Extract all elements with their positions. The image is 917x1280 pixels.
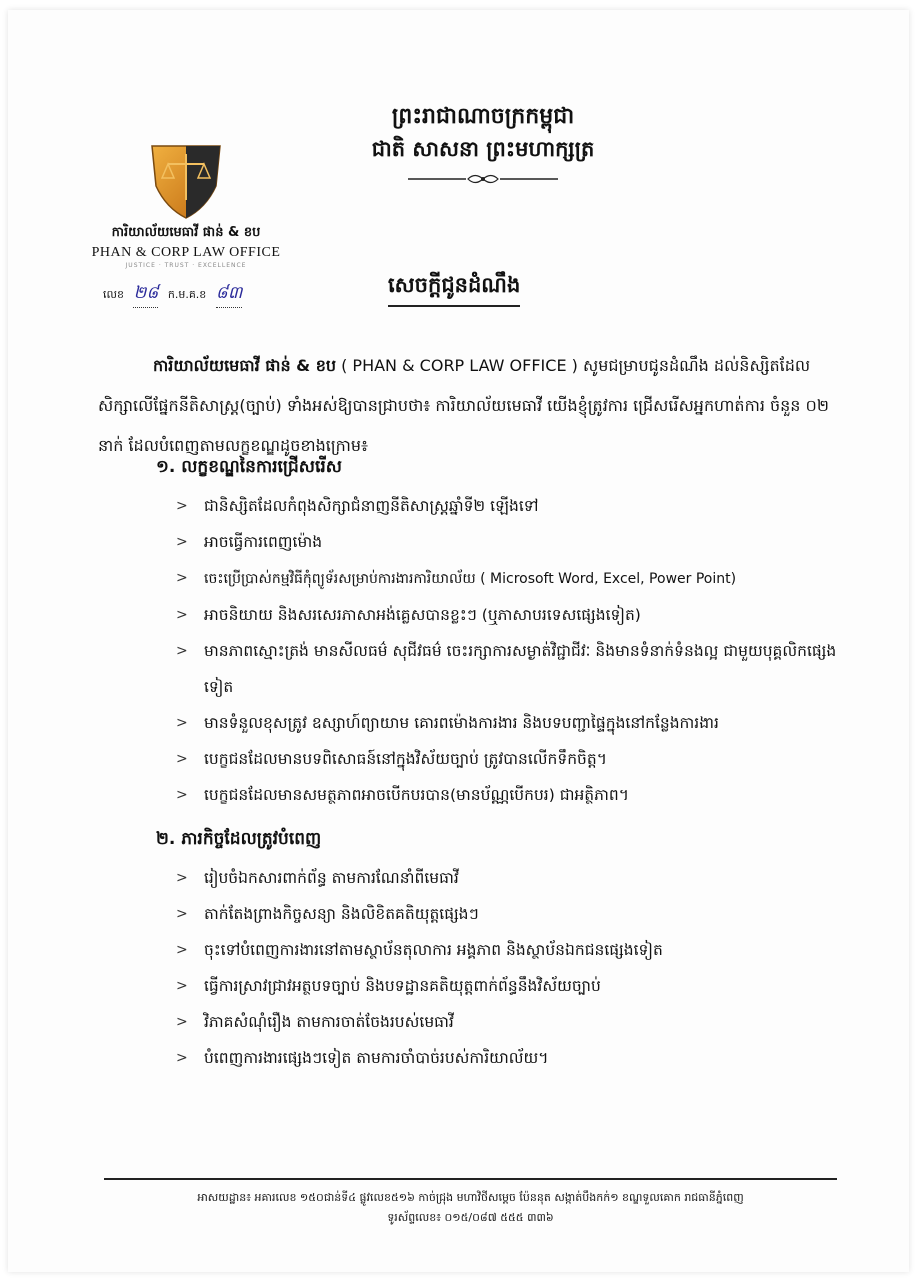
section-1-heading: ១. លក្ខខណ្ឌនៃការជ្រើសរើស — [156, 457, 342, 477]
list-item: > អាចធ្វើការពេញម៉ោង — [176, 524, 856, 560]
footer — [104, 1188, 837, 1228]
chevron-right-icon: > — [176, 534, 188, 550]
list-item: > បេក្ខជនដែលមានសមត្ថភាពអាចបើកបរបាន(មានប័ណ្ណបើកបរ) ជាអត្ថិភាព។ — [176, 777, 856, 813]
chevron-right-icon: > — [176, 643, 188, 659]
section-1-list — [176, 488, 856, 813]
document-page — [8, 10, 909, 1272]
chevron-right-icon: > — [176, 570, 188, 586]
chevron-right-icon: > — [176, 978, 188, 994]
chevron-right-icon: > — [176, 870, 188, 886]
kingdom-line-2: ជាតិ សាសនា ព្រះមហាក្សត្រ — [371, 137, 595, 161]
footer-phone: ទូរស័ព្ទលេខ៖ ០១៥/០៨៧ ៥៥៥ ៣៣៦ — [387, 1211, 554, 1224]
shield-logo-icon — [146, 140, 226, 220]
office-name-khmer: ការិយាល័យមេធាវី ផាន់ & ខប — [111, 225, 261, 240]
chevron-right-icon: > — [176, 607, 188, 623]
list-item: > អាចនិយាយ និងសរសេរភាសាអង់គ្លេសបានខ្លះៗ (ឬភាសាបរទេសផ្សេងទៀត) — [176, 597, 856, 633]
reference-code-value: ៨៣ — [216, 282, 243, 308]
chevron-right-icon: > — [176, 942, 188, 958]
chevron-right-icon: > — [176, 1050, 188, 1066]
list-item: > វិភាគសំណុំរឿង តាមការចាត់ចែងរបស់មេធាវី — [176, 1004, 856, 1040]
footer-address: អាសយដ្ឋាន៖ អគារលេខ ១៥០ជាន់ទី៤ ផ្លូវលេខ៥១៦ កាច់ជ្រុង មហាវិថីសម្តេច ប៉ែននុត សង្កាត់បឹងកក់១ ខណ្ឌទួលគោក រាជធានីភ្នំពេញ — [197, 1191, 744, 1204]
list-item: > រៀបចំឯកសារពាក់ព័ន្ធ តាមការណែនាំពីមេធាវី — [176, 860, 856, 896]
section-2-list — [176, 860, 856, 1076]
list-item: > មានទំនួលខុសត្រូវ ឧស្សាហ៍ព្យាយាម គោរពម៉ោងការងារ និងបទបញ្ជាផ្ទៃក្នុងនៅកន្លែងការងារ — [176, 705, 856, 741]
office-name-english: PHAN & CORP LAW OFFICE — [91, 245, 281, 260]
chevron-right-icon: > — [176, 1014, 188, 1030]
list-item: > តាក់តែងព្រាងកិច្ចសន្យា និងលិខិតគតិយុត្តផ្សេងៗ — [176, 896, 856, 932]
kingdom-header — [308, 102, 658, 190]
list-item: > ធ្វើការស្រាវជ្រាវអត្ថបទច្បាប់ និងបទដ្ឋានគតិយុត្តពាក់ព័ន្ធនឹងវិស័យច្បាប់ — [176, 968, 856, 1004]
reference-label: លេខ — [103, 288, 124, 301]
chevron-right-icon: > — [176, 715, 188, 731]
intro-paragraph — [98, 346, 848, 466]
chevron-right-icon: > — [176, 787, 188, 803]
reference-value: ២៨ — [133, 282, 158, 308]
office-tagline: JUSTICE · TRUST · EXCELLENCE — [125, 262, 247, 269]
ornament-divider-icon — [408, 172, 558, 186]
chevron-right-icon: > — [176, 906, 188, 922]
list-item: > បេក្ខជនដែលមានបទពិសោធន៍នៅក្នុងវិស័យច្បាប់ ត្រូវបានលើកទឹកចិត្ត។ — [176, 741, 856, 777]
chevron-right-icon: > — [176, 498, 188, 514]
kingdom-line-1: ព្រះរាជាណាចក្រកម្ពុជា — [391, 104, 575, 129]
list-item: > ចេះប្រើប្រាស់កម្មវិធីកុំព្យូទ័រសម្រាប់ការងារការិយាល័យ ( Microsoft Word, Excel, Power Point) — [176, 560, 856, 597]
list-item: > ចុះទៅបំពេញការងារនៅតាមស្ថាប័នតុលាការ អង្គភាព និងស្ថាប័នឯកជនផ្សេងទៀត — [176, 932, 856, 968]
footer-divider — [104, 1178, 837, 1180]
office-logo-block — [86, 140, 286, 269]
intro-lead: ការិយាល័យមេធាវី ផាន់ & ខប — [153, 356, 337, 375]
intro-text: ( PHAN & CORP LAW OFFICE ) សូមជម្រាបជូនដំណឹង ដល់និស្សិតដែលសិក្សាលើផ្នែកនីតិសាស្ត្រ(ច្បាប់) ទាំងអស់ឱ្យបានជ្រាបថា៖ ការិយាល័យមេធាវី យើងខ្ញុំត្រូវការ ជ្រើសរើសអ្នកហាត់ការ ចំនួន ០២ នាក់ ដែលបំពេញតាមលក្ខខណ្ឌដូចខាងក្រោម៖ — [98, 356, 829, 455]
section-2-heading: ២. ភារកិច្ចដែលត្រូវបំពេញ — [156, 829, 322, 849]
reference-number — [103, 282, 248, 308]
list-item: > មានភាពស្មោះត្រង់ មានសីលធម៌ សុជីវធម៌ ចេះរក្សាការសម្ងាត់វិជ្ជាជីវៈ និងមានទំនាក់ទំនងល្អ ជាមួយបុគ្គលិកផ្សេងទៀត — [176, 633, 856, 705]
list-item: > ជានិស្សិតដែលកំពុងសិក្សាជំនាញនីតិសាស្ត្រឆ្នាំទី២ ឡើងទៅ — [176, 488, 856, 524]
page-title: សេចក្តីជូនដំណឹង — [388, 272, 520, 307]
reference-code-label: ក.ម.គ.ខ — [167, 288, 207, 301]
chevron-right-icon: > — [176, 751, 188, 767]
list-item: > បំពេញការងារផ្សេងៗទៀត តាមការចាំបាច់របស់ការិយាល័យ។ — [176, 1040, 856, 1076]
